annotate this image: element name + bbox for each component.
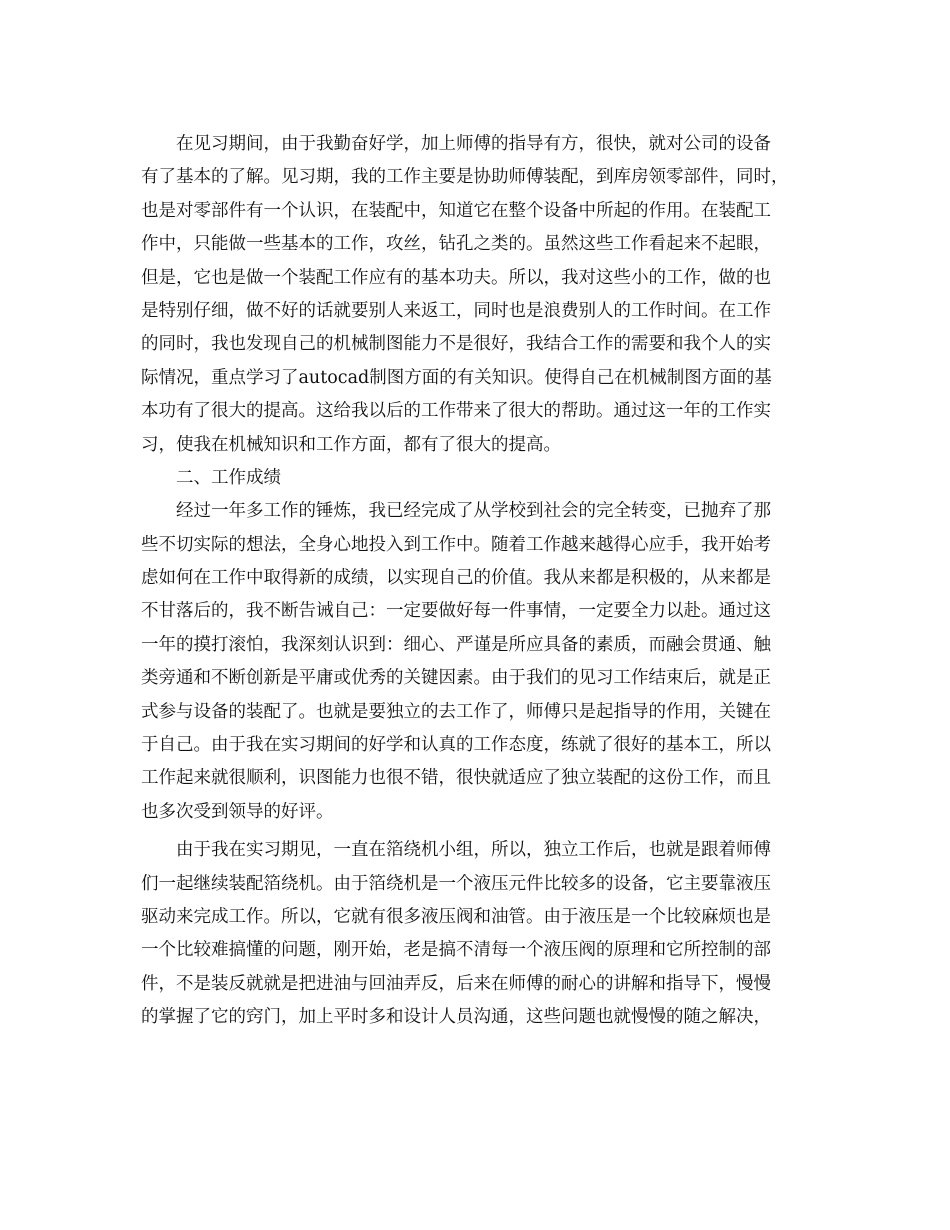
text-line: 不甘落后的，我不断告诫自己：一定要做好每一件事情，一定要全力以赴。通过这: [141, 601, 771, 622]
text-line: 也多次受到领导的好评。: [141, 801, 334, 822]
heading-text: 二、工作成绩: [176, 467, 281, 488]
section-heading: [141, 462, 817, 495]
text-line: 一年的摸打滚怕，我深刻认识到：细心、严谨是所应具备的素质，而融会贯通、触: [141, 634, 771, 655]
text-line: 驱动来完成工作。所以，它就有很多液压阀和油管。由于液压是一个比较麻烦也是: [141, 906, 771, 927]
text-line: 式参与设备的装配了。也就是要独立的去工作了，师傅只是起指导的作用，关键在: [141, 701, 771, 722]
text-line: 的同时，我也发现自己的机械制图能力不是很好，我结合工作的需要和我个人的实: [141, 334, 771, 355]
text-line: 一个比较难搞懂的问题，刚开始，老是搞不清每一个液压阀的原理和它所控制的部: [141, 940, 771, 961]
text-line: 但是，它也是做一个装配工作应有的基本功夫。所以，我对这些小的工作，做的也: [141, 267, 771, 288]
text-line: 在见习期间，由于我勤奋好学，加上师傅的指导有方，很快，就对公司的设备: [176, 134, 771, 154]
text-line: 们一起继续装配箔绕机。由于箔绕机是一个液压元件比较多的设备，它主要靠液压: [141, 873, 771, 894]
text-line: 际情况，重点学习了autocad制图方面的有关知识。使得自己在机械制图方面的基: [141, 367, 772, 388]
text-line: 有了基本的了解。见习期，我的工作主要是协助师傅装配，到库房领零部件，同时，: [141, 167, 789, 188]
text-line: 虑如何在工作中取得新的成绩，以实现自己的价值。我从来都是积极的，从来都是: [141, 568, 771, 589]
text-line: 工作起来就很顺利，识图能力也很不错，很快就适应了独立装配的这份工作，而且: [141, 768, 771, 789]
text-line: 本功有了很大的提高。这给我以后的工作带来了很大的帮助。通过这一年的工作实: [141, 401, 771, 422]
text-line: 习，使我在机械知识和工作方面，都有了很大的提高。: [141, 434, 561, 455]
text-line: 经过一年多工作的锤炼，我已经完成了从学校到社会的完全转变，已抛弃了那: [176, 501, 771, 522]
text-line: 些不切实际的想法，全身心地投入到工作中。随着工作越来越得心应手，我开始考: [141, 534, 771, 555]
text-line: 作中，只能做一些基本的工作，攻丝，钻孔之类的。虽然这些工作看起来不起眼，: [141, 234, 771, 255]
text-line: 类旁通和不断创新是平庸或优秀的关键因素。由于我们的见习工作结束后，就是正: [141, 668, 771, 689]
document-body: [141, 128, 817, 1035]
text-line: 是特别仔细，做不好的话就要别人来返工，同时也是浪费别人的工作时间。在工作: [141, 300, 771, 321]
text-line: 件，不是装反就就是把进油与回油弄反，后来在师傅的耐心的讲解和指导下，慢慢: [141, 973, 771, 994]
paragraph-internship: [141, 128, 817, 462]
text-line: 由于我在实习期见，一直在箔绕机小组，所以，独立工作后，也就是跟着师傅: [176, 840, 771, 861]
text-line: 于自己。由于我在实习期间的好学和认真的工作态度，练就了很好的基本工，所以: [141, 735, 771, 756]
paragraph-achievements: [141, 495, 817, 829]
text-line: 也是对零部件有一个认识，在装配中，知道它在整个设备中所起的作用。在装配工: [141, 200, 771, 221]
paragraph-winding-machine: [141, 834, 817, 1034]
text-line: 的掌握了它的窍门，加上平时多和设计人员沟通，这些问题也就慢慢的随之解决，: [141, 1007, 771, 1028]
